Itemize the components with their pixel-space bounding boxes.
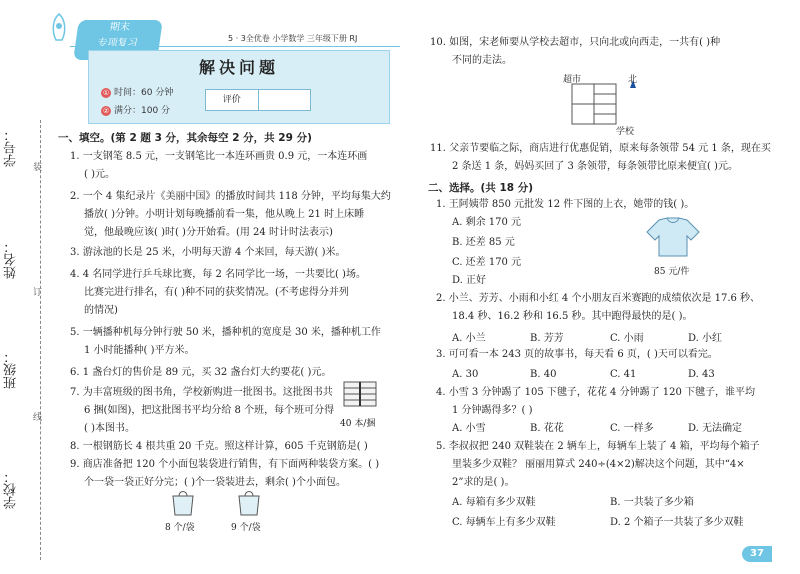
book-header: 5 · 3全优卷 小学数学 三年级下册 RJ (228, 34, 358, 43)
question-line: 3. 可可看一本 243 页的故事书，每天看 6 页，( )天可以看完。 (436, 349, 718, 360)
score-text: 满分：100 分 (114, 106, 171, 116)
question-line: 觉，他最晚应该( )时( )分开始看。(用 24 时计时法表示) (84, 227, 333, 238)
question-line: 不同的走法。 (452, 55, 512, 66)
binding-line (40, 120, 41, 560)
binding-word: 订 (33, 288, 43, 298)
option: C. 一样多 (610, 423, 654, 434)
title-box (88, 50, 390, 124)
option: A. 小雪 (452, 423, 486, 434)
evaluation-label: 评价 (206, 90, 259, 110)
question-line: 比赛完进行排名，有( )种不同的获奖情况。(不考虑得分并列 (84, 287, 349, 298)
option: A. 30 (452, 369, 479, 380)
bag2-caption: 9 个/袋 (231, 523, 261, 533)
binding-word: 装 (33, 163, 43, 173)
question-line: 2. 一个 4 集纪录片《美丽中国》的播放时间共 118 分钟，平均每集大约 (70, 191, 391, 202)
question-line: 播放( )分钟。小明计划每晚播前看一集，他从晚上 21 时上床睡 (84, 209, 365, 220)
page-number: 37 (742, 546, 772, 562)
section-choice: 二、选择。(共 18 分) (428, 182, 534, 194)
option: D. 2 个箱子一共装了多少双鞋 (610, 517, 744, 528)
name-label: 姓名： (4, 240, 19, 279)
option: D. 43 (688, 369, 715, 380)
student-id-label: 学号： (4, 128, 19, 167)
question-line: ( )本图书。 (84, 423, 135, 434)
question-line: 个一袋一袋正好分完；( )个一袋装进去，剩余( )个小面包。 (84, 477, 346, 488)
question-line: 9. 商店准备把 120 个小面包装袋进行销售，有下面两种装袋方案。( ) (70, 459, 380, 470)
question-line: 2”求的是( )。 (452, 477, 515, 488)
question-line: 4. 小雪 3 分钟踢了 105 下毽子，花花 4 分钟踢了 120 下毽子，谁平均 (436, 387, 756, 398)
school-label: 学校： (4, 470, 19, 509)
question-line: 2 条送 1 条，妈妈买回了 3 条领带，每条领带比原来便宜( )元。 (452, 161, 738, 172)
map-north: 北 (628, 75, 638, 85)
books-caption: 40 本/捆 (340, 419, 376, 429)
question-line: 1. 王阿姨带 850 元批发 12 件下图的上衣，她带的钱( )。 (436, 199, 695, 210)
option: A. 每箱有多少双鞋 (452, 497, 536, 508)
score-info (101, 103, 170, 116)
bag-icon (236, 488, 262, 516)
binding-word: 线 (33, 413, 43, 423)
option: C. 小雨 (610, 333, 644, 344)
option: B. 花花 (530, 423, 564, 434)
header-rule (70, 46, 400, 47)
question-line: 里装多少双鞋？ 丽丽用算式 240÷(4×2)解决这个问题，其中“4× (452, 459, 745, 470)
question-line: 1 分钟踢得多？( ) (452, 405, 533, 416)
evaluation-box (205, 89, 311, 111)
option: C. 每辆车上有多少双鞋 (452, 517, 556, 528)
score-icon: ② (102, 107, 110, 115)
time-text: 时间：60 分钟 (114, 88, 174, 98)
question-line: 3. 游泳池的长是 25 米，小明每天游 4 个来回，每天游( )米。 (70, 247, 346, 258)
question-line: 11. 父亲节要临之际，商店进行优惠促销，原来每条领带 54 元 1 条，现在买 (430, 143, 771, 154)
option: D. 正好 (452, 275, 487, 286)
option: C. 还差 170 元 (452, 257, 522, 268)
badge-line2: 专项复习 (96, 38, 139, 49)
evaluation-cell (259, 90, 311, 110)
question-line: 6. 1 盏台灯的售价是 89 元，买 32 盏台灯大约要花( )元。 (70, 367, 332, 378)
question-line: 18.4 秒、16.2 秒和 16.5 秒。其中跑得最快的是( )。 (452, 311, 693, 322)
map-market: 超市 (563, 75, 582, 85)
page-title: 解决问题 (198, 58, 279, 77)
question-line: 的情况) (84, 305, 118, 316)
question-line: 7. 为丰富班级的图书角，学校新购进一批图书。这批图书共 (70, 387, 333, 398)
option: B. 40 (530, 369, 557, 380)
question-line: 5. 一辆播种机每分钟行驶 50 米，播种机的宽度是 30 米，播种机工作 (70, 327, 381, 338)
map-school: 学校 (616, 127, 635, 137)
sweater-icon (645, 216, 701, 260)
class-label: 班级： (4, 350, 19, 389)
rocket-icon (44, 12, 74, 48)
question-line: 2. 小兰、芳芳、小雨和小红 4 个小朋友百米赛跑的成绩依次是 17.6 秒、 (436, 293, 761, 304)
question-line: 10. 如图，宋老师要从学校去超市，只向北或向西走，一共有( )种 (430, 37, 721, 48)
option: A. 剩余 170 元 (452, 217, 522, 228)
option: B. 芳芳 (530, 333, 564, 344)
option: D. 小红 (688, 333, 723, 344)
bag1-caption: 8 个/袋 (165, 523, 195, 533)
question-line: 1 小时能播种( )平方米。 (84, 345, 195, 356)
option: C. 41 (610, 369, 637, 380)
bag-icon (170, 488, 196, 516)
badge-line1: 期末 (108, 22, 131, 33)
question-line: 1. 一支钢笔 8.5 元，一支钢笔比一本连环画贵 0.9 元，一本连环画 (70, 151, 368, 162)
question-line: 5. 李叔叔把 240 双鞋装在 2 辆车上，每辆车上装了 4 箱，平均每个箱子 (436, 441, 760, 452)
option: B. 一共装了多少箱 (610, 497, 694, 508)
option: D. 无法确定 (688, 423, 743, 434)
question-line: ( )元。 (84, 169, 115, 180)
sweater-caption: 85 元/件 (654, 267, 690, 277)
section-fill-in: 一、填空。(第 2 题 3 分，其余每空 2 分，共 29 分) (58, 132, 312, 144)
book-bundle-icon (340, 378, 380, 410)
question-line: 6 捆(如图)，把这批图书平均分给 8 个班，每个班可分得 (84, 405, 335, 416)
option: A. 小兰 (452, 333, 486, 344)
clock-icon: ① (102, 89, 110, 97)
option: B. 还差 85 元 (452, 237, 515, 248)
question-line: 8. 一根钢筋长 4 根共重 20 千克。照这样计算，605 千克钢筋是( ) (70, 441, 368, 452)
time-info (101, 85, 173, 98)
question-line: 4. 4 名同学进行乒乓球比赛，每 2 名同学比一场，一共要比( )场。 (70, 269, 366, 280)
